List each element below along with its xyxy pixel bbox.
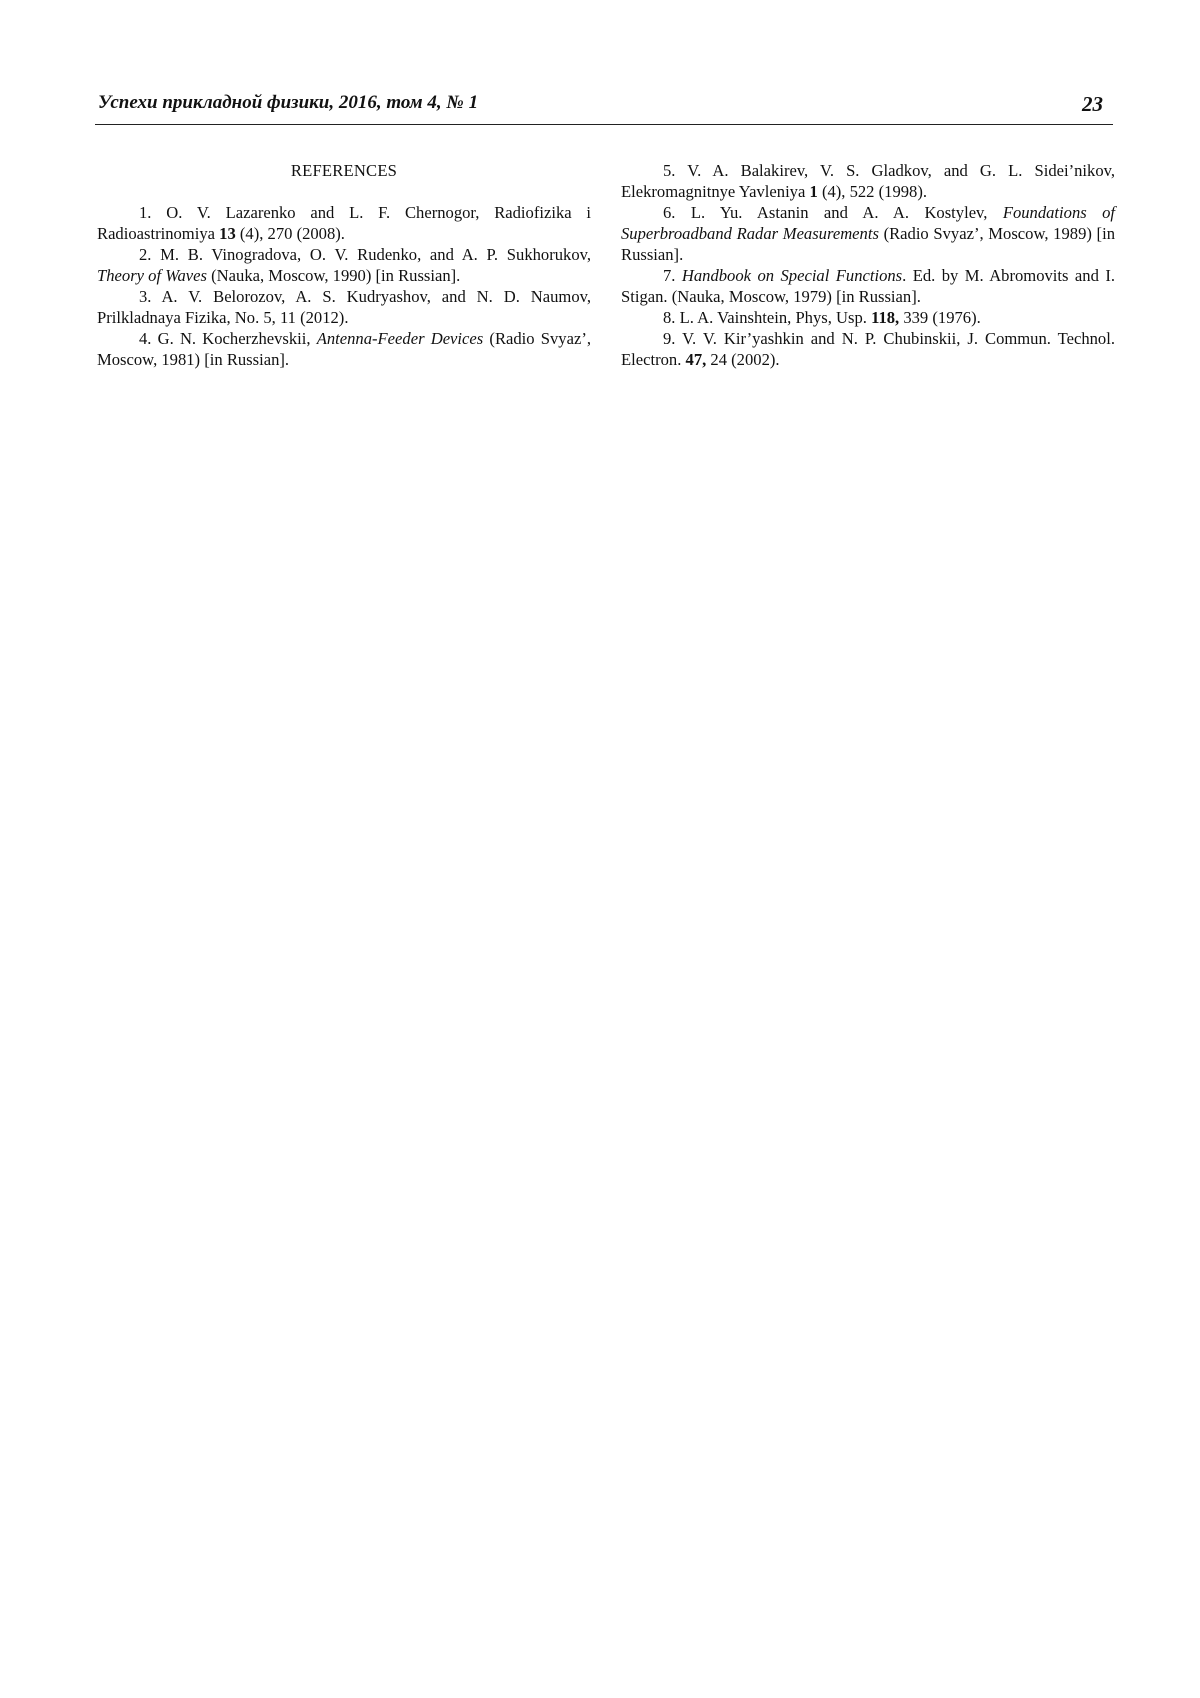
references-right-column <box>621 160 1115 370</box>
reference-text: 118, <box>871 308 900 327</box>
page-number: 23 <box>1082 92 1103 116</box>
reference-item-7 <box>621 265 1115 307</box>
reference-item-6 <box>621 202 1115 265</box>
reference-text: 1 <box>809 182 818 201</box>
reference-list-right <box>621 160 1115 370</box>
references-heading: REFERENCES <box>290 161 398 180</box>
reference-text: 8. L. A. Vainshtein, Phys, Usp. <box>663 308 872 327</box>
references-left-column <box>97 160 591 370</box>
reference-text: 5. V. A. Balakirev, V. S. Gladkov, and G. L. Sidei’nikov, Elekromagnitnye Yavleniya <box>621 161 1115 201</box>
reference-text: 339 (1976). <box>899 308 981 327</box>
reference-text: 47, <box>685 350 707 369</box>
reference-item-5 <box>621 160 1115 202</box>
reference-text: (4), 270 (2008). <box>235 224 345 243</box>
reference-text: 9. V. V. Kir’yashkin and N. P. Chubinskii, J. Commun. Technol. Electron. <box>621 329 1115 369</box>
reference-text: 2. M. B. Vinogradova, O. V. Rudenko, and A. P. Sukhorukov, <box>139 245 591 264</box>
journal-title: Успехи прикладной физики, 2016, том 4, № 1 <box>98 92 479 113</box>
reference-item-2 <box>97 244 591 286</box>
reference-text: Foundations of Superbroadband Radar Measurements <box>621 203 1115 243</box>
reference-item-4 <box>97 328 591 370</box>
reference-text: (Radio Svyaz’, Moscow, 1981) [in Russian]. <box>97 329 591 369</box>
reference-list-left <box>97 202 591 370</box>
reference-text: 3. A. V. Belorozov, A. S. Kudryashov, and N. D. Naumov, Prilkladnaya Fizika, No. 5, 11 (2012). <box>97 287 591 327</box>
reference-text: Theory of Waves <box>97 266 207 285</box>
reference-text: 13 <box>219 224 236 243</box>
reference-text: Antenna-Feeder Devices <box>316 329 484 348</box>
reference-item-9 <box>621 328 1115 370</box>
reference-text: . Ed. by M. Abromovits and I. Stigan. (Nauka, Moscow, 1979) [in Russian]. <box>621 266 1115 306</box>
reference-text: 6. L. Yu. Astanin and A. A. Kostylev, <box>663 203 1003 222</box>
reference-item-8 <box>621 307 1115 328</box>
reference-text: (Radio Svyaz’, Moscow, 1989) [in Russian]. <box>621 224 1115 264</box>
reference-text: 4. G. N. Kocherzhevskii, <box>139 329 317 348</box>
reference-text: 24 (2002). <box>706 350 780 369</box>
reference-item-1 <box>97 202 591 244</box>
reference-text: (Nauka, Moscow, 1990) [in Russian]. <box>207 266 461 285</box>
reference-text: (4), 522 (1998). <box>817 182 928 201</box>
reference-text: Handbook on Special Functions <box>681 266 903 285</box>
reference-text: 7. <box>663 266 682 285</box>
reference-item-3 <box>97 286 591 328</box>
reference-text: 1. O. V. Lazarenko and L. F. Chernogor, Radiofizika i Radioastrinomiya <box>97 203 591 243</box>
running-header <box>95 86 1113 125</box>
